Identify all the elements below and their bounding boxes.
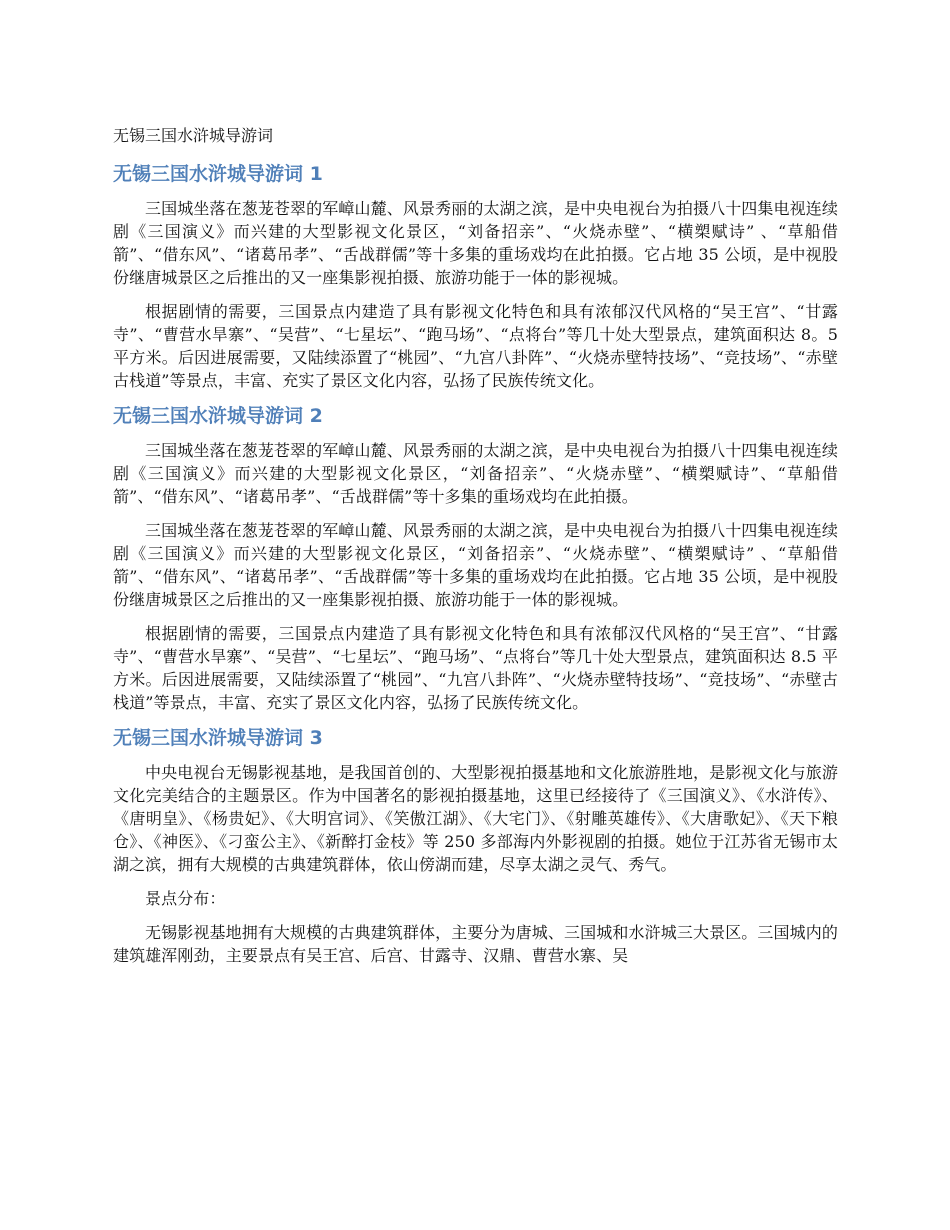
document-title: 无锡三国水浒城导游词 — [113, 126, 274, 145]
section-1 — [113, 161, 838, 392]
paragraph: 中央电视台无锡影视基地，是我国首创的、大型影视拍摄基地和文化旅游胜地，是影视文化与旅游文化完美结合的主题景区。作为中国著名的影视拍摄基地，这里已经接待了《三国演义》、《水浒传》、《唐明皇》、《杨贵妃》、《大明宫词》、《笑傲江湖》、《大宅门》、《射雕英雄传》、《大唐歌妃》、《天下粮仓》、《神医》、《刁蛮公主》、《新醉打金枝》等 250 多部海内外影视剧的拍摄。她位于江苏省无锡市太湖之滨，拥有大规模的古典建筑群体，依山傍湖而建，尽享太湖之灵气、秀气。 — [113, 763, 838, 874]
document-page — [113, 124, 838, 978]
paragraph: 根据剧情的需要，三国景点内建造了具有影视文化特色和具有浓郁汉代风格的“吴王宫”、“甘露寺”、“曹营水旱寨”、“吴营”、“七星坛”、“跑马场”、“点将台”等几十处大型景点，建筑面积达 8.5 平方米。后因进展需要，又陆续添置了“桃园”、“九宫八卦阵”、“火烧赤壁特技场”、“竞技场”、“赤壁古栈道”等景点，丰富、充实了景区文化内容，弘扬了民族传统文化。 — [113, 624, 838, 712]
section-heading: 无锡三国水浒城导游词 3 — [113, 727, 323, 749]
section-heading: 无锡三国水浒城导游词 2 — [113, 405, 323, 427]
paragraph: 根据剧情的需要，三国景点内建造了具有影视文化特色和具有浓郁汉代风格的“吴王宫”、“甘露寺”、“曹营水旱寨”、“吴营”、“七星坛”、“跑马场”、“点将台”等几十处大型景点，建筑面积达 8。5 平方米。后因进展需要，又陆续添置了“桃园”、“九宫八卦阵”、“火烧赤壁特技场”、“竞技场”、“赤壁古栈道”等景点，丰富、充实了景区文化内容，弘扬了民族传统文化。 — [113, 302, 838, 390]
section-heading: 无锡三国水浒城导游词 1 — [113, 163, 323, 185]
section-2 — [113, 403, 838, 714]
paragraph: 三国城坐落在葱茏苍翠的军嶂山麓、风景秀丽的太湖之滨，是中央电视台为拍摄八十四集电视连续剧《三国演义》而兴建的大型影视文化景区，“刘备招亲”、“火烧赤壁”、“横槊赋诗”、“草船借箭”、“借东风”、“诸葛吊孝”、“舌战群儒”等十多集的重场戏均在此拍摄。 — [113, 441, 838, 506]
section-3 — [113, 725, 838, 967]
paragraph: 三国城坐落在葱茏苍翠的军嶂山麓、风景秀丽的太湖之滨，是中央电视台为拍摄八十四集电视连续剧《三国演义》而兴建的大型影视文化景区，“刘备招亲”、“火烧赤壁”、“横槊赋诗” 、“草船借箭”、“借东风”、“诸葛吊孝”、“舌战群儒”等十多集的重场戏均在此拍摄。它占地 35 公顷，是中视股份继唐城景区之后推出的又一座集影视拍摄、旅游功能于一体的影视城。 — [113, 521, 838, 609]
paragraph: 无锡影视基地拥有大规模的古典建筑群体，主要分为唐城、三国城和水浒城三大景区。三国城内的建筑雄浑刚劲，主要景点有吴王宫、后宫、甘露寺、汉鼎、曹营水寨、吴 — [113, 923, 838, 965]
paragraph: 景点分布： — [145, 889, 226, 908]
paragraph: 三国城坐落在葱茏苍翠的军嶂山麓、风景秀丽的太湖之滨，是中央电视台为拍摄八十四集电视连续剧《三国演义》而兴建的大型影视文化景区，“刘备招亲”、“火烧赤壁”、“横槊赋诗” 、“草船借箭”、“借东风”、“诸葛吊孝”、“舌战群儒”等十多集的重场戏均在此拍摄。它占地 35 公顷，是中视股份继唐城景区之后推出的又一座集影视拍摄、旅游功能于一体的影视城。 — [113, 199, 838, 287]
